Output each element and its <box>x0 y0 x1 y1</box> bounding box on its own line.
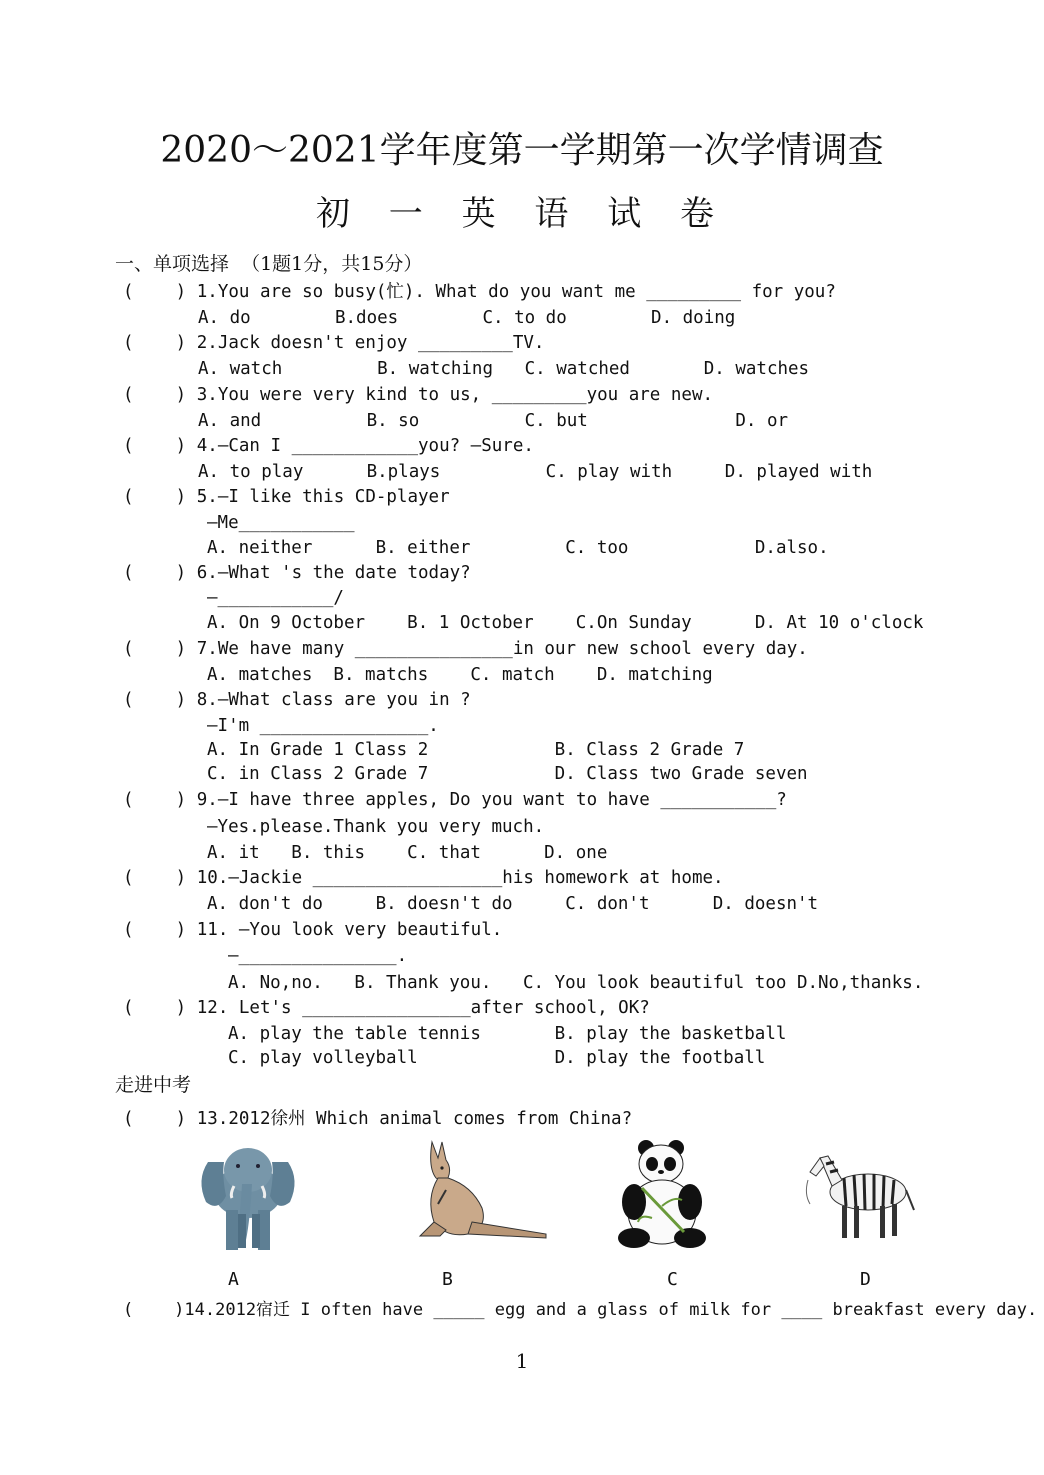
section-heading-zhongkao: 走进中考 <box>115 1074 192 1096</box>
page-number: 1 <box>515 1349 529 1373</box>
question-4-options: A. to play B.plays C. play with D. played with <box>198 462 873 482</box>
exam-title: 2020～2021学年度第一学期第一次学情调查 <box>160 130 884 171</box>
question-8-answer-line: —I'm ________________. <box>207 716 439 736</box>
exam-subtitle: 初 一 英 语 试 卷 <box>315 194 729 234</box>
panda-image <box>612 1138 710 1250</box>
animal-label-a: A <box>228 1269 239 1290</box>
question-9-options: A. it B. this C. that D. one <box>207 843 608 863</box>
kangaroo-image <box>412 1138 552 1246</box>
question-13: ( ) 13.2012徐州 Which animal comes from China? <box>123 1109 633 1129</box>
question-6-answer-line: —___________/ <box>207 588 344 608</box>
section-heading-single-choice: 一、单项选择 （1题1分，共15分） <box>115 253 423 275</box>
question-10: ( ) 10.—Jackie __________________his homework at home. <box>123 868 724 888</box>
question-4: ( ) 4.—Can I ____________you? —Sure. <box>123 436 534 456</box>
question-1: ( ) 1.You are so busy(忙). What do you want me _________ for you? <box>123 282 836 302</box>
animal-label-b: B <box>442 1269 453 1290</box>
question-9: ( ) 9.—I have three apples, Do you want to have ___________? <box>123 790 787 810</box>
question-11-answer-line: —_______________. <box>228 946 408 966</box>
question-6: ( ) 6.—What 's the date today? <box>123 563 471 583</box>
question-8-options-cd: C. in Class 2 Grade 7 D. Class two Grade seven <box>207 764 808 784</box>
question-3: ( ) 3.You were very kind to us, _________you are new. <box>123 385 714 405</box>
question-5: ( ) 5.—I like this CD-player <box>123 487 450 507</box>
question-10-options: A. don't do B. doesn't do C. don't D. doesn't <box>207 894 819 914</box>
question-1-options: A. do B.does C. to do D. doing <box>198 308 736 328</box>
question-9-answer-line: —Yes.please.Thank you very much. <box>207 817 545 837</box>
question-14: ( )14.2012宿迁 I often have _____ egg and a glass of milk for ____ breakfast every day. <box>123 1300 1038 1320</box>
question-6-options: A. On 9 October B. 1 October C.On Sunday D. At 10 o'clock <box>207 613 924 633</box>
question-2-options: A. watch B. watching C. watched D. watches <box>198 359 810 379</box>
question-7: ( ) 7.We have many _______________in our new school every day. <box>123 639 808 659</box>
question-5-options: A. neither B. either C. too D.also. <box>207 538 829 558</box>
animal-label-d: D <box>860 1269 871 1290</box>
question-2: ( ) 2.Jack doesn't enjoy _________TV. <box>123 333 545 353</box>
question-12: ( ) 12. Let's ________________after school, OK? <box>123 998 650 1018</box>
question-11: ( ) 11. —You look very beautiful. <box>123 920 503 940</box>
question-12-options-ab: A. play the table tennis B. play the basketball <box>228 1024 787 1044</box>
question-11-options: A. No,no. B. Thank you. C. You look beautiful too D.No,thanks. <box>228 973 924 993</box>
zebra-image <box>802 1150 916 1242</box>
question-8: ( ) 8.—What class are you in ? <box>123 690 471 710</box>
question-12-options-cd: C. play volleyball D. play the football <box>228 1048 766 1068</box>
question-5-answer-line: —Me___________ <box>207 513 355 533</box>
elephant-image <box>196 1140 300 1258</box>
question-3-options: A. and B. so C. but D. or <box>198 411 789 431</box>
question-7-options: A. matches B. matchs C. match D. matching <box>207 665 713 685</box>
question-8-options-ab: A. In Grade 1 Class 2 B. Class 2 Grade 7 <box>207 740 745 760</box>
animal-label-c: C <box>667 1269 678 1290</box>
